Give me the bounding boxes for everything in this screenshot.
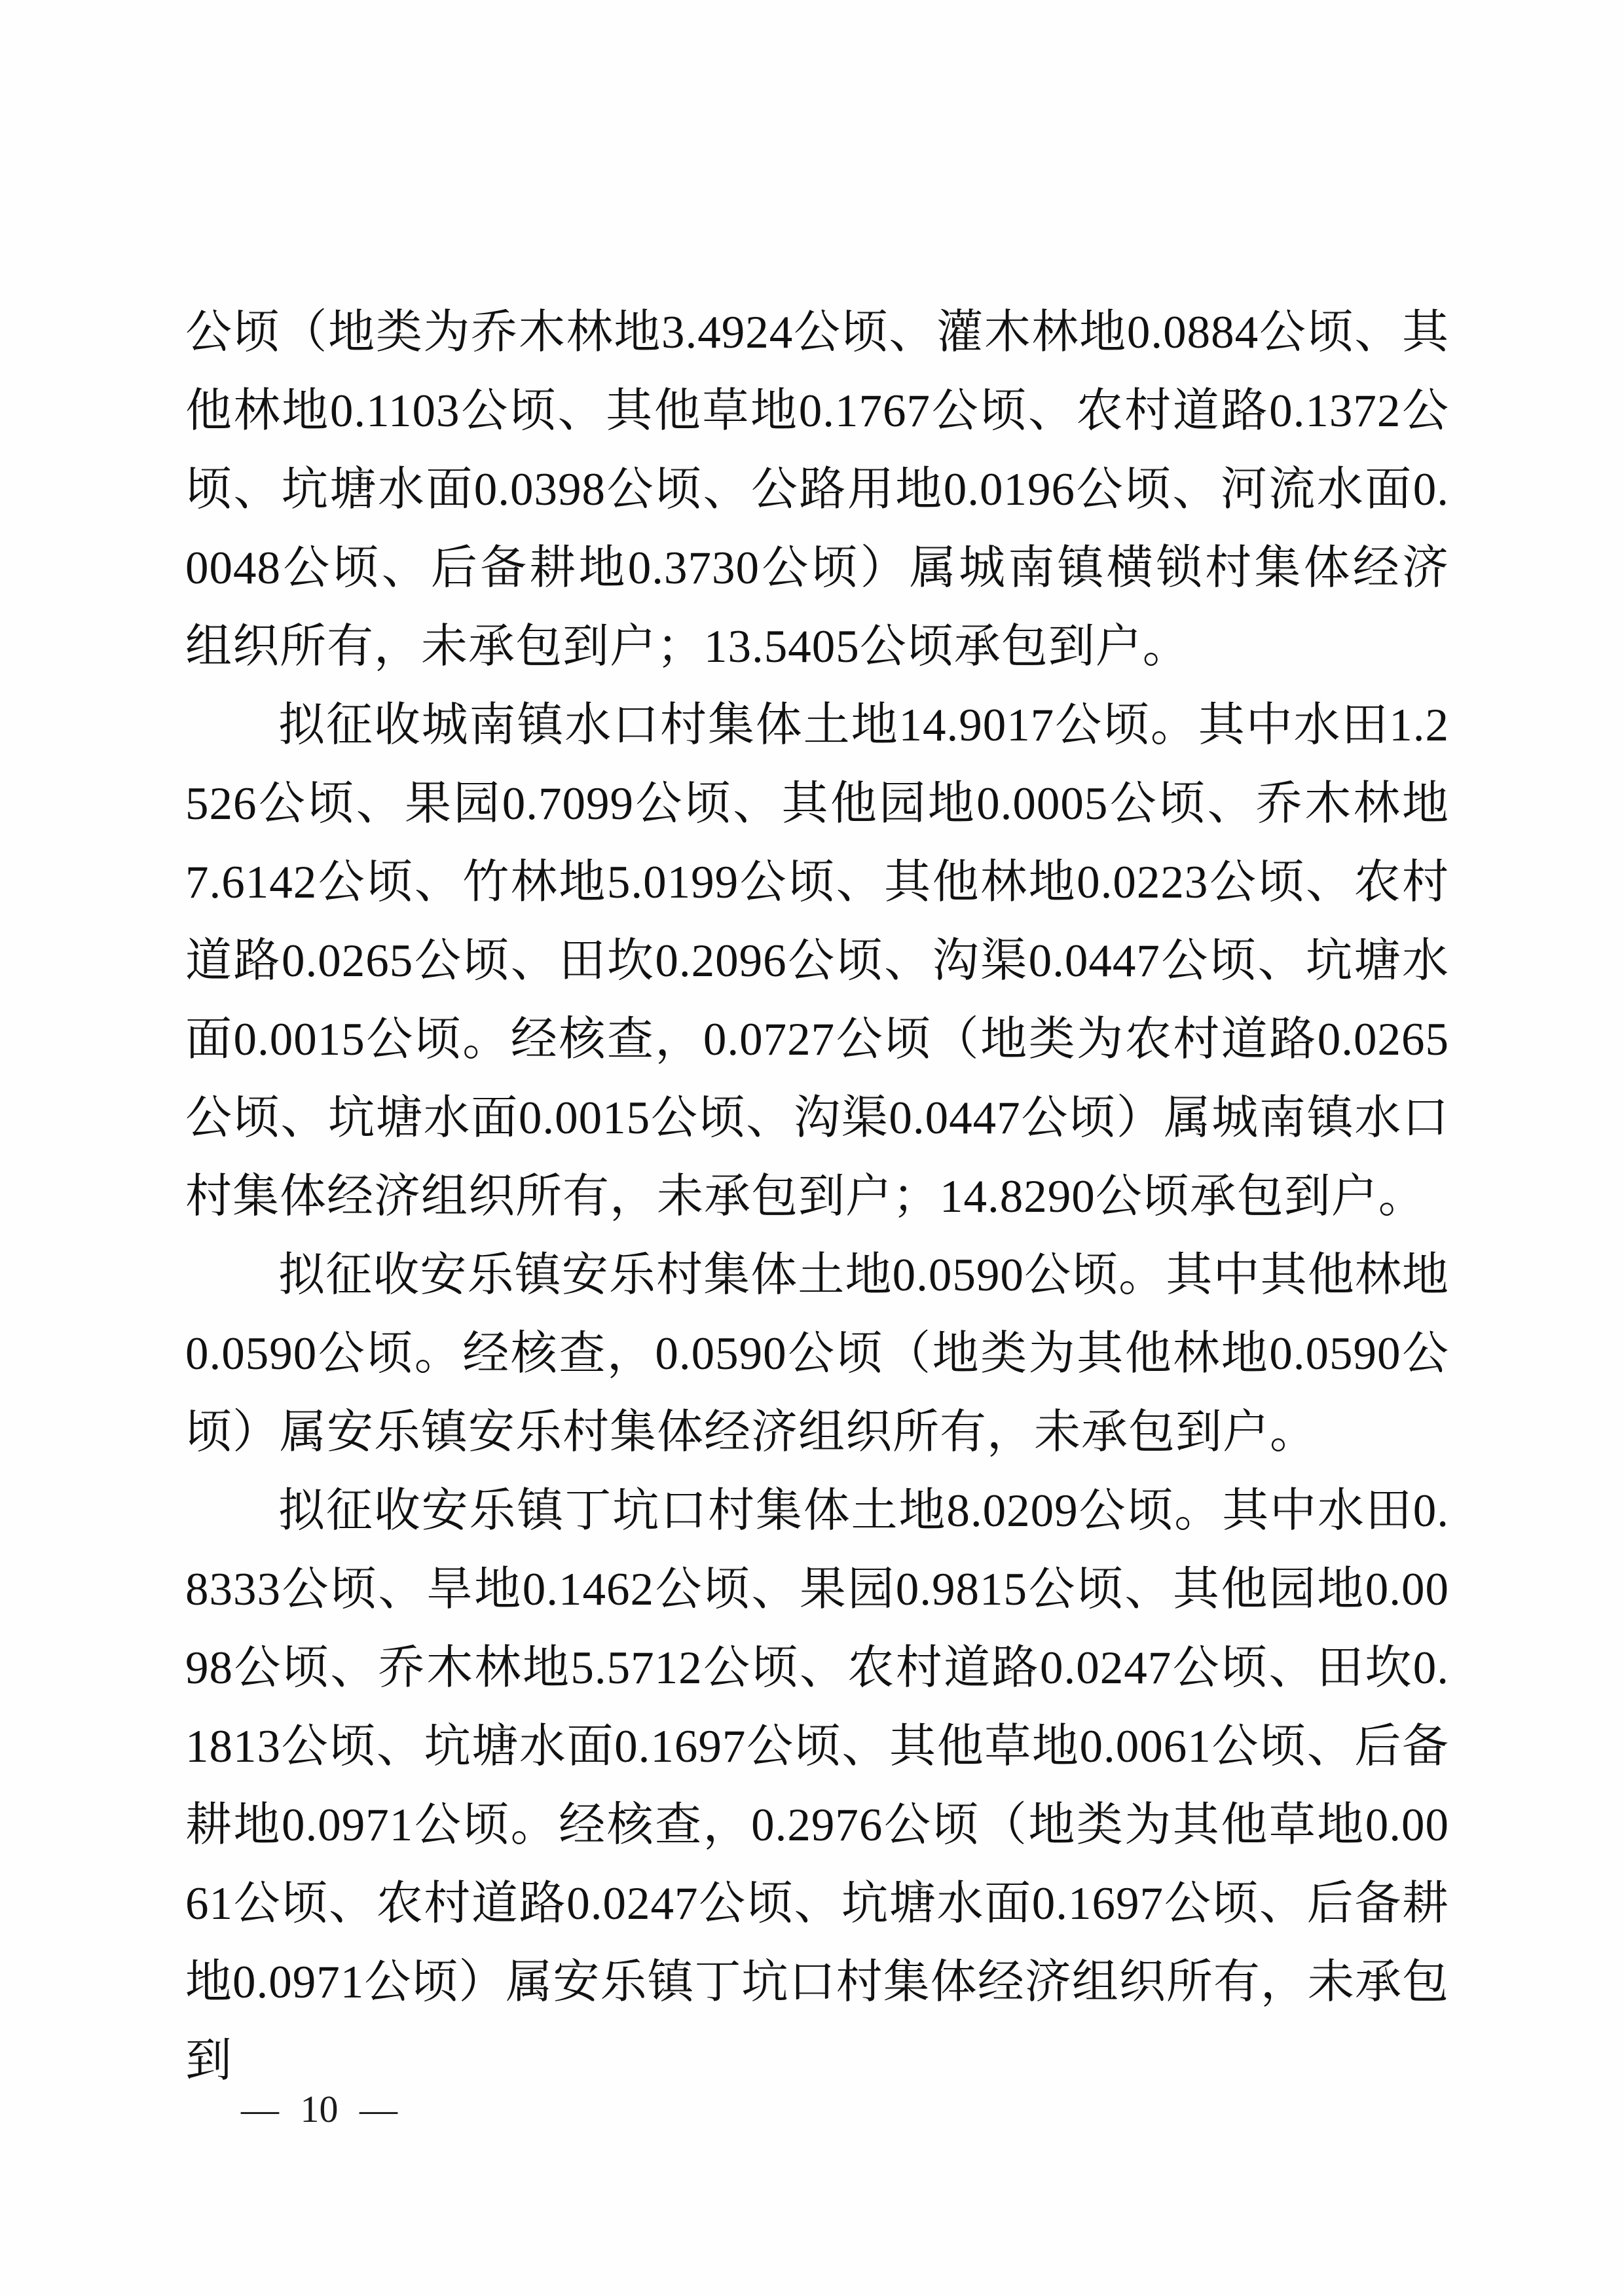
paragraph: 拟征收城南镇水口村集体土地14.9017公顷。其中水田1.2526公顷、果园0.7099公顷、其他园地0.0005公顷、乔木林地7.6142公顷、竹林地5.0199公顷、其他林地0.0223公顷、农村道路0.0265公顷、田坎0.2096公顷、沟渠0.0447公顷、坑塘水面0.0015公顷。经核查，0.0727公顷（地类为农村道路0.0265公顷、坑塘水面0.0015公顷、沟渠0.0447公顷）属城南镇水口村集体经济组织所有，未承包到户；14.8290公顷承包到户。 xyxy=(185,700,1449,1222)
page-number: — 10 — xyxy=(241,2088,397,2130)
paragraph: 拟征收安乐镇丁坑口村集体土地8.0209公顷。其中水田0.8333公顷、旱地0.1462公顷、果园0.9815公顷、其他园地0.0098公顷、乔木林地5.5712公顷、农村道路0.0247公顷、田坎0.1813公顷、坑塘水面0.1697公顷、其他草地0.0061公顷、后备耕地0.0971公顷。经核查，0.2976公顷（地类为其他草地0.0061公顷、农村道路0.0247公顷、坑塘水面0.1697公顷、后备耕地0.0971公顷）属安乐镇丁坑口村集体经济组织所有，未承包到 xyxy=(185,1485,1449,2086)
body-text xyxy=(185,293,1449,2100)
paragraph: 拟征收安乐镇安乐村集体土地0.0590公顷。其中其他林地0.0590公顷。经核查，0.0590公顷（地类为其他林地0.0590公顷）属安乐镇安乐村集体经济组织所有，未承包到户。 xyxy=(185,1250,1449,1458)
paragraph: 公顷（地类为乔木林地3.4924公顷、灌木林地0.0884公顷、其他林地0.1103公顷、其他草地0.1767公顷、农村道路0.1372公顷、坑塘水面0.0398公顷、公路用地0.0196公顷、河流水面0.0048公顷、后备耕地0.3730公顷）属城南镇横锁村集体经济组织所有，未承包到户；13.5405公顷承包到户。 xyxy=(185,307,1449,672)
